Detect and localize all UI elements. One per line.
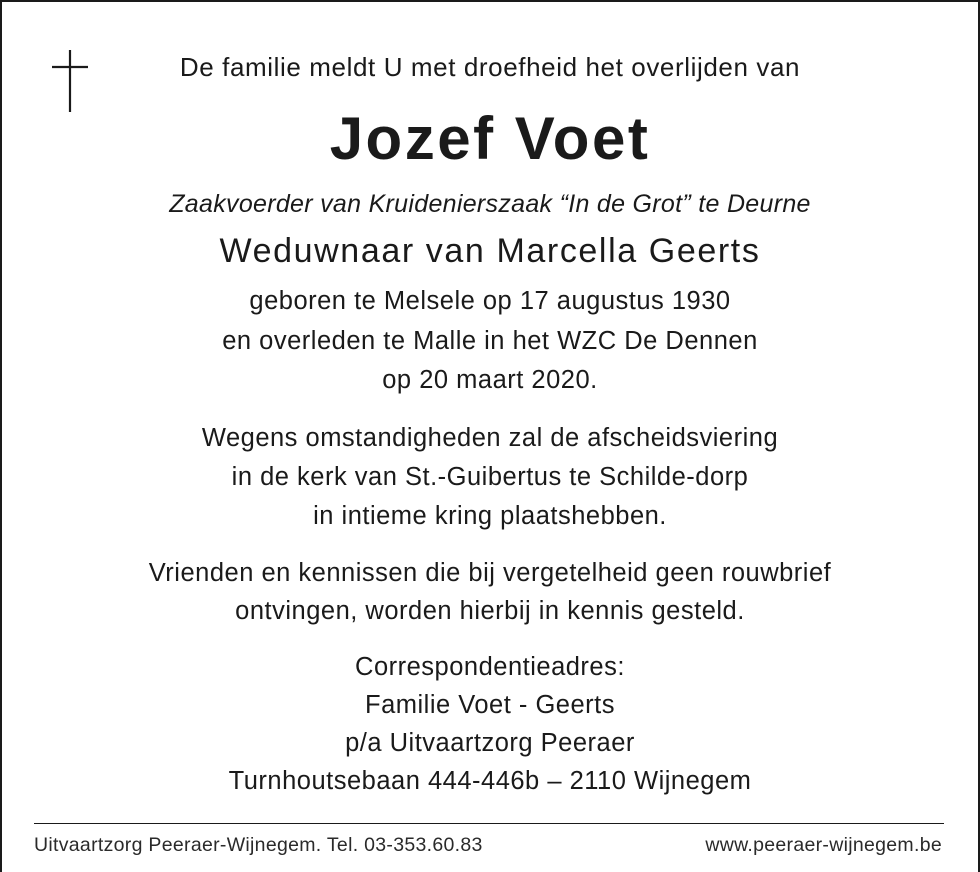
- correspondence-heading: Correspondentieadres:: [355, 653, 625, 681]
- friends-line-2: ontvingen, worden hierbij in kennis gesteld.: [235, 597, 745, 625]
- intro-text: De familie meldt U met droefheid het overlijden van: [179, 52, 801, 82]
- deceased-name: Jozef Voet: [329, 105, 651, 172]
- death-line: en overleden te Malle in het WZC De Dennen: [222, 327, 758, 355]
- footer-website-link[interactable]: www.peeraer-wijnegem.be: [705, 834, 942, 856]
- correspondence-care-of: p/a Uitvaartzorg Peeraer: [345, 729, 635, 757]
- correspondence-family: Familie Voet - Geerts: [365, 691, 615, 719]
- ceremony-line-1: Wegens omstandigheden zal de afscheidsviering: [201, 424, 779, 452]
- friends-line-1: Vrienden en kennissen die bij vergetelheid geen rouwbrief: [148, 559, 832, 587]
- ceremony-line-3: in intieme kring plaatshebben.: [313, 502, 667, 530]
- death-date-line: op 20 maart 2020.: [382, 366, 598, 394]
- occupation-text: Zaakvoerder van Kruidenierszaak “In de Grot” te Deurne: [169, 190, 811, 218]
- birth-line: geboren te Melsele op 17 augustus 1930: [249, 287, 731, 315]
- widower-text: Weduwnaar van Marcella Geerts: [219, 232, 761, 270]
- footer-divider: [34, 823, 944, 824]
- footer-contact: Uitvaartzorg Peeraer-Wijnegem. Tel. 03-353.60.83: [34, 834, 483, 856]
- ceremony-line-2: in de kerk van St.-Guibertus te Schilde-dorp: [231, 463, 749, 491]
- correspondence-address: Turnhoutsebaan 444-446b – 2110 Wijnegem: [228, 767, 752, 795]
